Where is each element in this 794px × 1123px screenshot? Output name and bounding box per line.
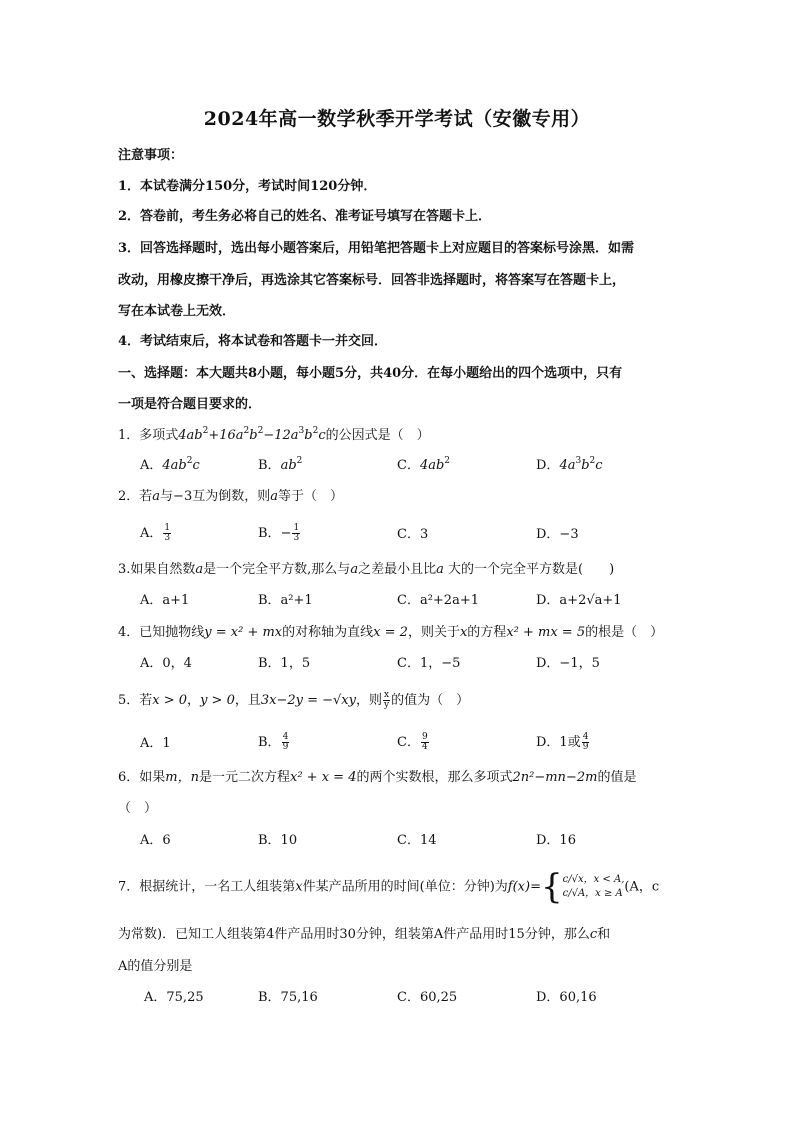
question-5-option-b: B． $\frac{4}{9}$	[258, 732, 289, 752]
question-4-option-a: A．0，4	[140, 656, 192, 671]
question-1-option-b: B．$ab^2$	[258, 456, 303, 473]
note-3-line1: 3．回答选择题时，选出每小题答案后，用铅笔把答题卡上对应题目的答案标号涂黑．如需	[118, 241, 635, 256]
question-2-stem: 2．若a与−3互为倒数，则a等于（ ）	[118, 489, 343, 504]
question-2-option-b: B．− $\frac{1}{3}$	[258, 523, 300, 543]
question-3-option-a: A．a+1	[140, 593, 190, 608]
question-7-stem-line1: 7．根据统计，一名工人组装第x件某产品所用的时间(单位：分钟)为f(x)={c/√x，x < A, c/√A，x ≥ A (A，c	[118, 867, 660, 907]
note-1: 1．本试卷满分150分，考试时间120分钟．	[118, 179, 377, 194]
question-2-option-a: A． $\frac{1}{3}$	[140, 523, 171, 543]
question-1-option-c: C．$4ab^2$	[397, 456, 451, 473]
question-4-option-c: C．1，−5	[397, 656, 461, 671]
piecewise-cases: c/√x，x < A, c/√A，x ≥ A	[562, 874, 625, 899]
question-1-stem: 1．多项式$4ab^2+16a^2b^2-12a^3b^2c$的公因式是（ ）	[118, 426, 430, 443]
question-3-option-b: B．a²+1	[258, 593, 313, 608]
question-7-option-d: D．60,16	[536, 990, 597, 1005]
question-5-option-d: D．1或 $\frac{4}{9}$	[536, 732, 589, 752]
question-3-stem: 3.如果自然数a是一个完全平方数,那么与a之差最小且比a 大的一个完全平方数是( )	[118, 562, 615, 577]
question-6-option-d: D．16	[536, 833, 576, 848]
question-6-stem-line2: （ ）	[118, 801, 158, 816]
question-4-option-b: B．1，5	[258, 656, 311, 671]
question-1-option-a: A．$4ab^2c$	[140, 456, 200, 473]
question-7-option-a: A．75,25	[144, 990, 204, 1005]
question-6-option-b: B．10	[258, 833, 298, 848]
question-1-option-d: D．$4a^3b^2c$	[536, 456, 603, 473]
note-3-line3: 写在本试卷上无效．	[118, 304, 236, 319]
piecewise-brace: {	[540, 867, 563, 907]
exam-title: 2024年高一数学秋季开学考试（安徽专用）	[203, 108, 591, 130]
section1-line1: 一、选择题：本大题共8小题，每小题5分，共40分．在每小题给出的四个选项中，只有	[118, 366, 623, 381]
notes-heading: 注意事项：	[118, 148, 184, 163]
question-6-option-a: A．6	[140, 833, 171, 848]
note-2: 2．答卷前，考生务必将自己的姓名、准考证号填写在答题卡上．	[118, 209, 492, 224]
note-4: 4．考试结束后，将本试卷和答题卡一并交回．	[118, 334, 388, 349]
question-3-option-c: C．a²+2a+1	[397, 593, 479, 608]
question-6-stem-line1: 6．如果m，n是一元二次方程x² + x = 4的两个实数根，那么多项式2n²−mn−2m的值是	[118, 770, 637, 785]
note-3-line2: 改动，用橡皮擦干净后，再选涂其它答案标号．回答非选择题时，将答案写在答题卡上，	[118, 273, 626, 288]
question-3-option-d: D．a+2√a+1	[536, 593, 622, 608]
question-7-stem-line2: 为常数)．已知工人组装第4件产品用时30分钟，组装第A件产品用时15分钟，那么c和	[118, 927, 611, 942]
question-2-option-c: C．3	[397, 527, 429, 542]
question-7-option-c: C．60,25	[397, 990, 458, 1005]
question-7-stem-line3: A的值分别是	[118, 959, 193, 974]
question-4-option-d: D．−1，5	[536, 656, 600, 671]
question-7-option-b: B．75,16	[258, 990, 318, 1005]
question-5-option-c: C． $\frac{9}{4}$	[397, 732, 428, 752]
question-5-option-a: A．1	[140, 736, 171, 751]
question-6-option-c: C．14	[397, 833, 437, 848]
section1-line2: 一项是符合题目要求的．	[118, 397, 262, 412]
question-4-stem: 4．已知抛物线y = x² + mx的对称轴为直线x = 2，则关于x的方程x² + mx = 5的根是（ ）	[118, 625, 664, 640]
question-5-stem: 5．若x > 0，y > 0，且3x−2y = −√xy，则 $\frac{x}{y}$ 的值为（ ）	[118, 690, 470, 710]
question-2-option-d: D．−3	[536, 527, 579, 542]
